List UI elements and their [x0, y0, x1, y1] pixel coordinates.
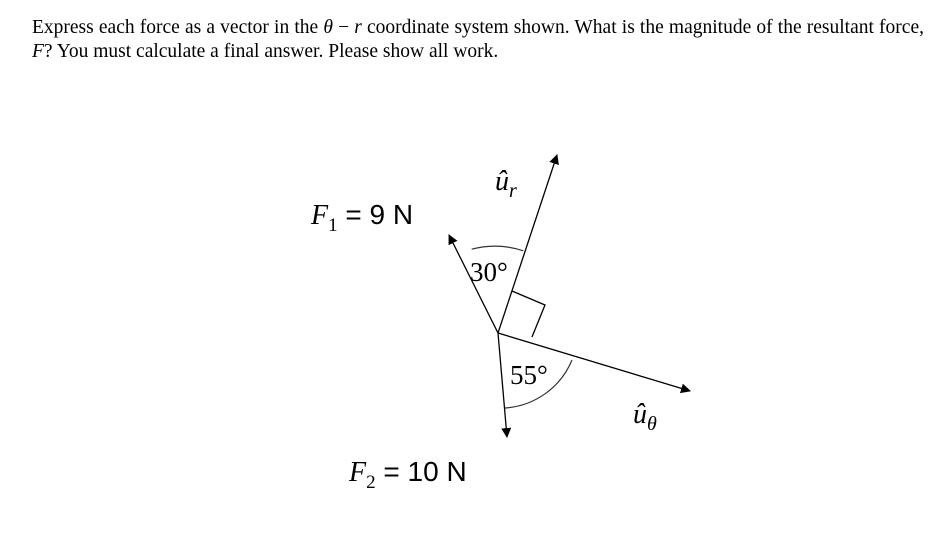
- ur-label: [495, 166, 517, 202]
- r-symbol: r: [354, 17, 362, 38]
- f2-symbol: F: [349, 457, 367, 488]
- theta-symbol: θ: [323, 17, 333, 38]
- utheta-subscript: θ: [647, 413, 657, 435]
- f2-vector-arrow: [498, 333, 507, 437]
- f2-subscript: 2: [366, 472, 376, 493]
- utheta-hat-symbol: û: [633, 399, 647, 430]
- f1-value: = 9 N: [337, 199, 414, 230]
- ur-hat-symbol: û: [495, 166, 509, 197]
- question-text-1: Express each force as a vector in the: [32, 17, 324, 38]
- f1-label: [310, 199, 413, 236]
- angle-arc-30: [472, 246, 524, 251]
- f2-label: [348, 456, 467, 493]
- ur-subscript: r: [509, 180, 517, 202]
- f2-value: = 10 N: [375, 456, 467, 487]
- question-text-2: coordinate system shown. What is the magnitude of the resultant force,: [361, 17, 924, 38]
- dash-symbol: −: [332, 17, 355, 38]
- f1-subscript: 1: [328, 215, 338, 236]
- question-text-3: ? You must calculate a final answer. Please show all work.: [43, 41, 499, 62]
- f-symbol: F: [32, 41, 44, 62]
- angle-label-30: 30°: [470, 257, 508, 287]
- angle-label-55: 55°: [510, 360, 548, 390]
- utheta-label: [633, 399, 657, 435]
- f1-symbol: F: [311, 200, 329, 231]
- right-angle-marker: [512, 291, 545, 337]
